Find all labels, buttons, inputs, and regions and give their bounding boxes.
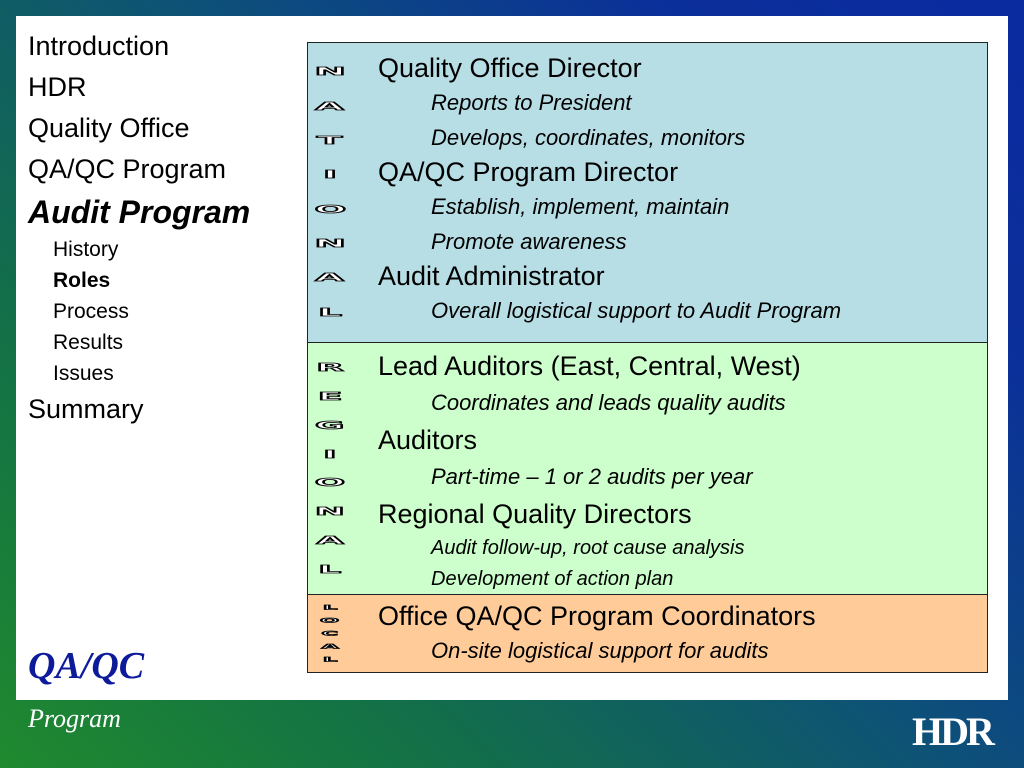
regional-roles	[378, 347, 983, 595]
vertical-letter: A	[315, 100, 345, 113]
role-title: Regional Quality Directors	[378, 499, 692, 529]
role-detail: Develops, coordinates, monitors	[431, 125, 746, 150]
vertical-letter: L	[322, 655, 338, 664]
vertical-letter: T	[317, 134, 343, 147]
nav-item-quality-office: Quality Office	[28, 113, 190, 143]
role-detail: Development of action plan	[431, 568, 674, 590]
vertical-letter: O	[314, 476, 346, 489]
nav-item-qaqc-program: QA/QC Program	[28, 154, 227, 184]
local-section	[308, 594, 987, 672]
agenda-nav	[28, 26, 250, 430]
role-detail: Audit follow-up, root cause analysis	[431, 537, 745, 559]
role-detail: On-site logistical support for audits	[431, 638, 769, 663]
nav-subitem-process: Process	[53, 300, 129, 323]
local-vertical-label	[310, 595, 350, 672]
vertical-letter: I	[323, 447, 337, 460]
nav-item-introduction: Introduction	[28, 31, 170, 61]
role-title: Lead Auditors (East, Central, West)	[378, 351, 801, 381]
vertical-letter: C	[321, 629, 339, 638]
vertical-letter: O	[314, 203, 346, 216]
role-detail: Overall logistical support to Audit Program	[431, 298, 842, 323]
roles-table	[307, 42, 988, 673]
vertical-letter: O	[320, 616, 340, 625]
role-title: Auditors	[378, 425, 478, 455]
hdr-logo: HDR	[912, 709, 992, 754]
nav-item-audit-program: Audit Program	[28, 194, 251, 230]
role-detail: Part-time – 1 or 2 audits per year	[431, 464, 753, 489]
nav-subitem-results: Results	[53, 331, 124, 354]
role-detail: Reports to President	[431, 90, 632, 115]
regional-section	[308, 342, 987, 594]
role-title: Office QA/QC Program Coordinators	[378, 601, 816, 631]
vertical-letter: A	[315, 271, 345, 285]
local-roles	[378, 599, 983, 668]
brand-subtitle: Program	[28, 704, 121, 733]
vertical-letter: A	[316, 534, 344, 547]
role-title: Audit Administrator	[378, 261, 605, 291]
brand-title: QA/QC	[28, 645, 145, 687]
role-title: Quality Office Director	[378, 53, 642, 83]
national-roles	[378, 51, 983, 328]
nav-subitem-history: History	[53, 238, 119, 261]
vertical-letter: G	[315, 418, 345, 431]
vertical-letter: L	[322, 603, 338, 612]
vertical-letter: L	[318, 306, 342, 319]
nav-item-summary: Summary	[28, 394, 144, 424]
nav-item-hdr: HDR	[28, 72, 87, 102]
nav-subitem-roles: Roles	[53, 269, 111, 292]
role-detail: Promote awareness	[431, 229, 627, 254]
vertical-letter: N	[314, 237, 346, 250]
nav-subitem-issues: Issues	[53, 362, 114, 385]
regional-vertical-label	[310, 343, 350, 594]
role-detail: Coordinates and leads quality audits	[431, 390, 786, 415]
vertical-letter: N	[314, 65, 346, 79]
vertical-letter: I	[323, 168, 337, 182]
vertical-letter: N	[315, 505, 345, 518]
role-detail: Establish, implement, maintain	[431, 194, 730, 219]
vertical-letter: L	[318, 563, 342, 576]
national-section	[308, 43, 987, 342]
vertical-letter: R	[316, 361, 344, 374]
national-vertical-label	[310, 43, 350, 342]
vertical-letter: E	[317, 390, 343, 402]
role-title: QA/QC Program Director	[378, 157, 679, 187]
vertical-letter: A	[321, 642, 339, 651]
